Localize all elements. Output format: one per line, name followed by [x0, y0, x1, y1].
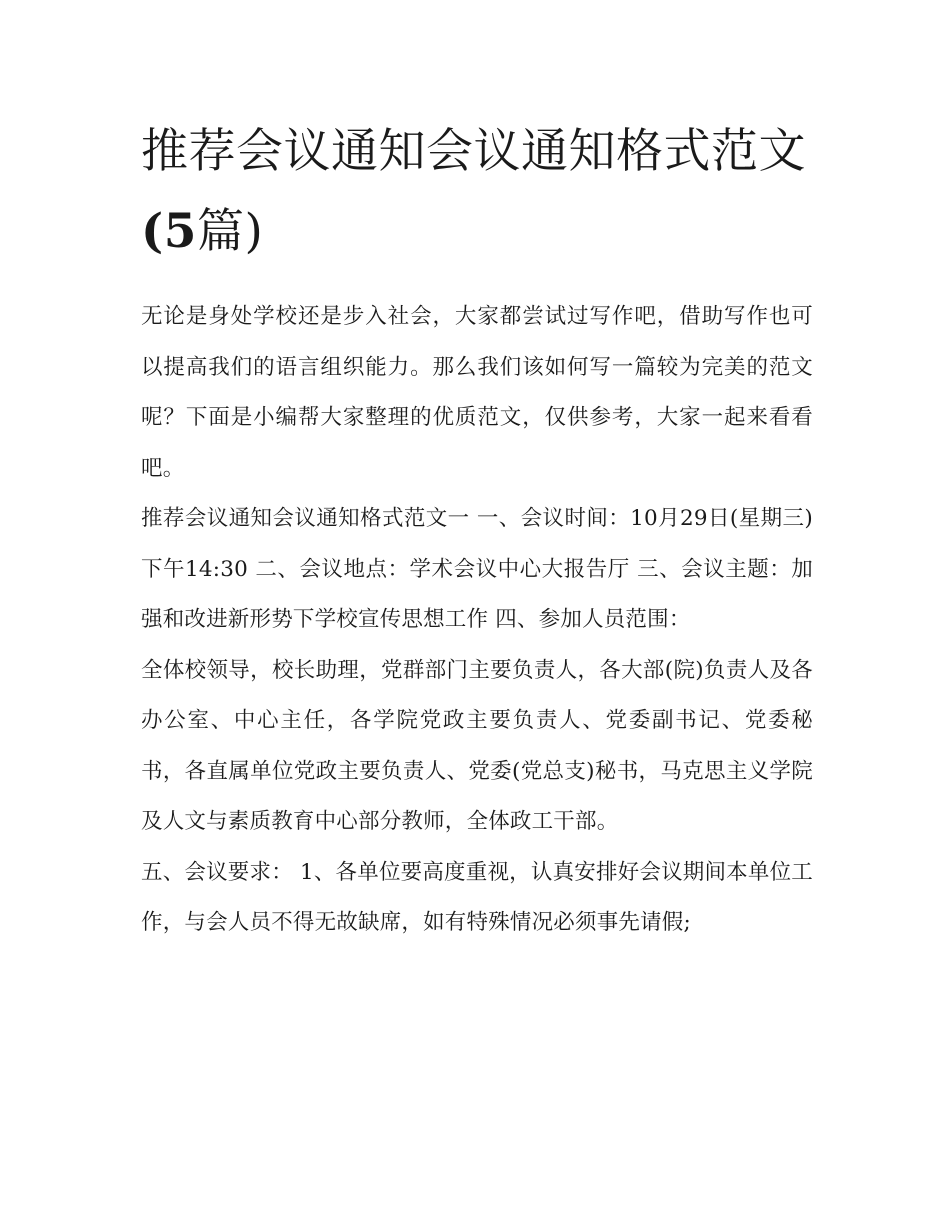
- meeting-info-paragraph: 推荐会议通知会议通知格式范文一 一、会议时间：10月29日(星期三)下午14:30 二、会议地点：学术会议中心大报告厅 三、会议主题：加强和改进新形势下学校宣传思想工作 四、参加人员范围：: [141, 506, 813, 632]
- document-page: [141, 112, 813, 949]
- document-title: 推荐会议通知会议通知格式范文(5篇): [141, 124, 806, 259]
- document-body: [141, 292, 813, 949]
- requirements-paragraph: 五、会议要求： 1、各单位要高度重视，认真安排好会议期间本单位工作，与会人员不得无故缺席，如有特殊情况必须事先请假;: [141, 859, 813, 935]
- attendees-paragraph: 全体校领导，校长助理，党群部门主要负责人，各大部(院)负责人及各办公室、中心主任，各学院党政主要负责人、党委副书记、党委秘书，各直属单位党政主要负责人、党委(党总支)秘书，马克思主义学院及人文与素质教育中心部分教师，全体政工干部。: [141, 657, 813, 834]
- intro-paragraph: 无论是身处学校还是步入社会，大家都尝试过写作吧，借助写作也可以提高我们的语言组织能力。那么我们该如何写一篇较为完美的范文呢？下面是小编帮大家整理的优质范文，仅供参考，大家一起来看看吧。: [141, 304, 813, 481]
- title-number: (5: [141, 204, 197, 259]
